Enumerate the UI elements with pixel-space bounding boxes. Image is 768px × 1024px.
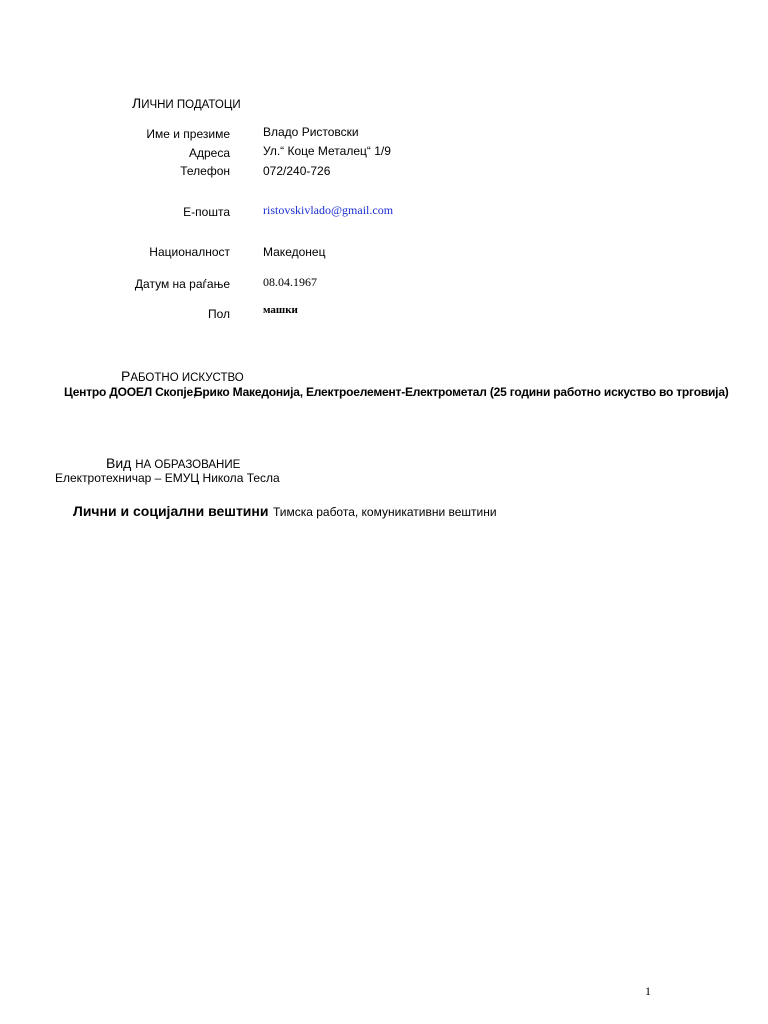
skills-title: Лични и социјални вештини <box>73 503 269 519</box>
value-gender: машки <box>263 304 298 316</box>
work-line-right: Брико Македонија, Електроелемент-Електрометал (25 години работно искуство во трговија) <box>194 385 729 399</box>
personal-title-rest: ИЧНИ ПОДАТОЦИ <box>141 99 241 111</box>
value-phone: 072/240-726 <box>263 164 331 178</box>
education-section-title <box>106 455 240 471</box>
skills-value: Тимска работа, комуникативни вештини <box>272 505 497 519</box>
work-title-initial: Р <box>121 368 131 384</box>
work-section-title <box>121 368 244 384</box>
value-nationality: Македонец <box>263 245 326 259</box>
label-address: Адреса <box>188 146 230 160</box>
value-email-link[interactable]: ristovskivlado@gmail.com <box>263 203 394 217</box>
value-birth-date: 08.04.1967 <box>263 275 317 289</box>
work-title-rest: АБОТНО ИСКУСТВО <box>130 372 244 384</box>
value-address: Ул.“ Коце Металец“ 1/9 <box>263 144 391 158</box>
label-birth-date: Датум на раѓање <box>134 277 230 291</box>
label-nationality: Националност <box>149 245 230 259</box>
skills-row <box>73 503 497 521</box>
personal-title-initial: Л <box>132 95 142 111</box>
education-line: Електротехничар – ЕМУЦ Никола Тесла <box>55 471 280 485</box>
label-email: Е-пошта <box>183 205 230 219</box>
label-full-name: Име и презиме <box>146 127 230 141</box>
page-number: 1 <box>645 984 651 998</box>
education-title-initial: Вид <box>106 455 132 471</box>
education-title-rest: НА ОБРАЗОВАНИЕ <box>135 459 241 471</box>
work-line-left: Центро ДООЕЛ Скопје, <box>64 385 197 399</box>
label-gender: Пол <box>207 307 230 321</box>
value-full-name: Владо Ристовски <box>263 125 359 139</box>
personal-section-title <box>132 95 241 111</box>
label-phone: Телефон <box>180 164 230 178</box>
